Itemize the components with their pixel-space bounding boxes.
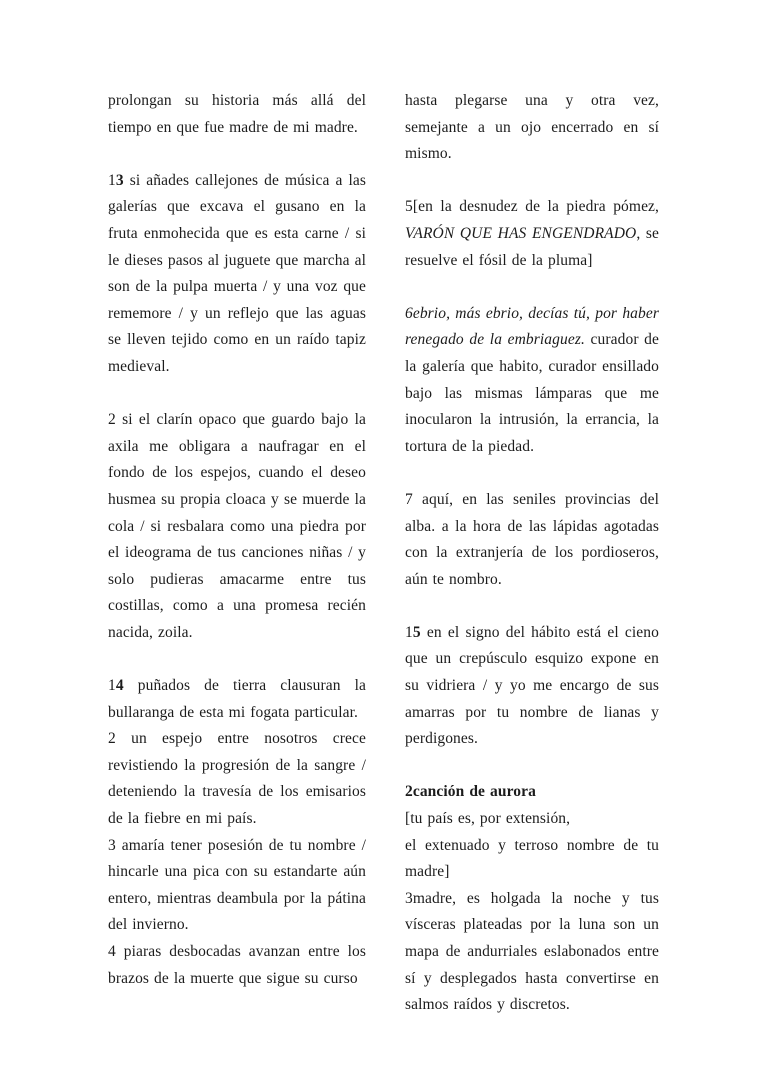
paragraph-continuation <box>405 88 659 168</box>
epigraph-line-1 <box>405 806 659 833</box>
text-run: 1 <box>108 677 116 695</box>
verse-6 <box>405 301 659 461</box>
verse-5 <box>405 194 659 274</box>
text-run: puñados de tierra clausuran la bullaranga de esta mi fogata particular. <box>108 677 366 721</box>
text-run: 6ebrio, más ebrio, decías tú, por haber renegado de la embriaguez. <box>405 304 659 349</box>
verse-7 <box>405 487 659 593</box>
text-run: 3 amaría tener posesión de tu nombre / hincarle una pica con su estandarte aún entero, mientras deambula por la pátina del invierno. <box>108 836 366 934</box>
paragraph-continuation <box>108 88 366 141</box>
text-run: 7 aquí, en las seniles provincias del alba. a la hora de las lápidas agotadas con la extranjería de los pordioseros, aún te nombro. <box>405 490 659 588</box>
text-run: si añades callejones de música a las galerías que excava el gusano en la fruta enmohecida que es esta carne / si le dieses pasos al juguete que marcha al son de la pulpa muerta / y una voz que rememore / y un reflejo que las aguas se lleven tejido como en un raído tapiz medieval. <box>108 171 366 375</box>
text-run: 1 <box>108 171 116 189</box>
text-run: 5 <box>412 623 421 641</box>
right-column <box>405 88 659 1019</box>
text-run: 5[en la desnudez de la piedra pómez, <box>405 198 659 216</box>
text-run: hasta plegarse una y otra vez, semejante a un ojo encerrado en sí mismo. <box>405 92 659 163</box>
text-run: [tu país es, por extensión, <box>405 810 571 828</box>
verse-2b <box>108 726 366 832</box>
text-run: 4 piaras desbocadas avanzan entre los brazos de la muerte que sigue su curso <box>108 943 366 987</box>
verse-3-madre <box>405 886 659 1019</box>
text-run: prolongan su historia más allá del tiempo en que fue madre de mi madre. <box>108 92 366 136</box>
text-run: en el signo del hábito está el cieno que un crepúsculo esquizo expone en su vidriera / y yo me encargo de sus amarras por tu nombre de lianas y perdigones. <box>405 623 659 748</box>
text-run: el extenuado y terroso nombre de tu madre] <box>405 836 659 881</box>
verse-14 <box>108 673 366 726</box>
text-columns <box>108 88 659 1019</box>
text-run: 4 <box>115 677 124 695</box>
text-run: 2 un espejo entre nosotros crece revistiendo la progresión de la sangre / deteniendo la travesía de los emisarios de la fiebre en mi país. <box>108 730 366 828</box>
text-run: , se resuelve el fósil de la pluma] <box>405 224 660 269</box>
verse-4 <box>108 939 366 992</box>
text-run: 2 si el clarín opaco que guardo bajo la axila me obligara a naufragar en el fondo de los espejos, cuando el deseo husmea su propia cloaca y se muerde la cola / si resbalara como una piedra por el ideograma de tus canciones niñas / y solo pudieras amacarme entre tus costillas, como a una promesa recién nacida, zoila. <box>108 411 366 641</box>
text-run: curador de la galería que habito, curador ensillado bajo las mismas lámparas que me inocularon la intrusión, la errancia, la tortura de la piedad. <box>405 331 660 455</box>
verse-3 <box>108 833 366 939</box>
epigraph-line-2 <box>405 833 659 886</box>
text-run: 3madre, es holgada la noche y tus vísceras plateadas por la luna son un mapa de andurriales eslabonados entre sí y desplegados hasta convertirse en salmos raídos y discretos. <box>405 889 659 1014</box>
text-run: VARÓN QUE HAS ENGENDRADO <box>405 224 637 242</box>
text-run: 2canción de aurora <box>405 783 536 801</box>
text-run: 3 <box>115 171 124 189</box>
verse-13 <box>108 168 366 381</box>
left-column <box>108 88 366 1019</box>
poem-heading <box>405 779 659 806</box>
verse-15 <box>405 620 659 753</box>
verse-2 <box>108 407 366 646</box>
text-run: 1 <box>405 623 413 641</box>
